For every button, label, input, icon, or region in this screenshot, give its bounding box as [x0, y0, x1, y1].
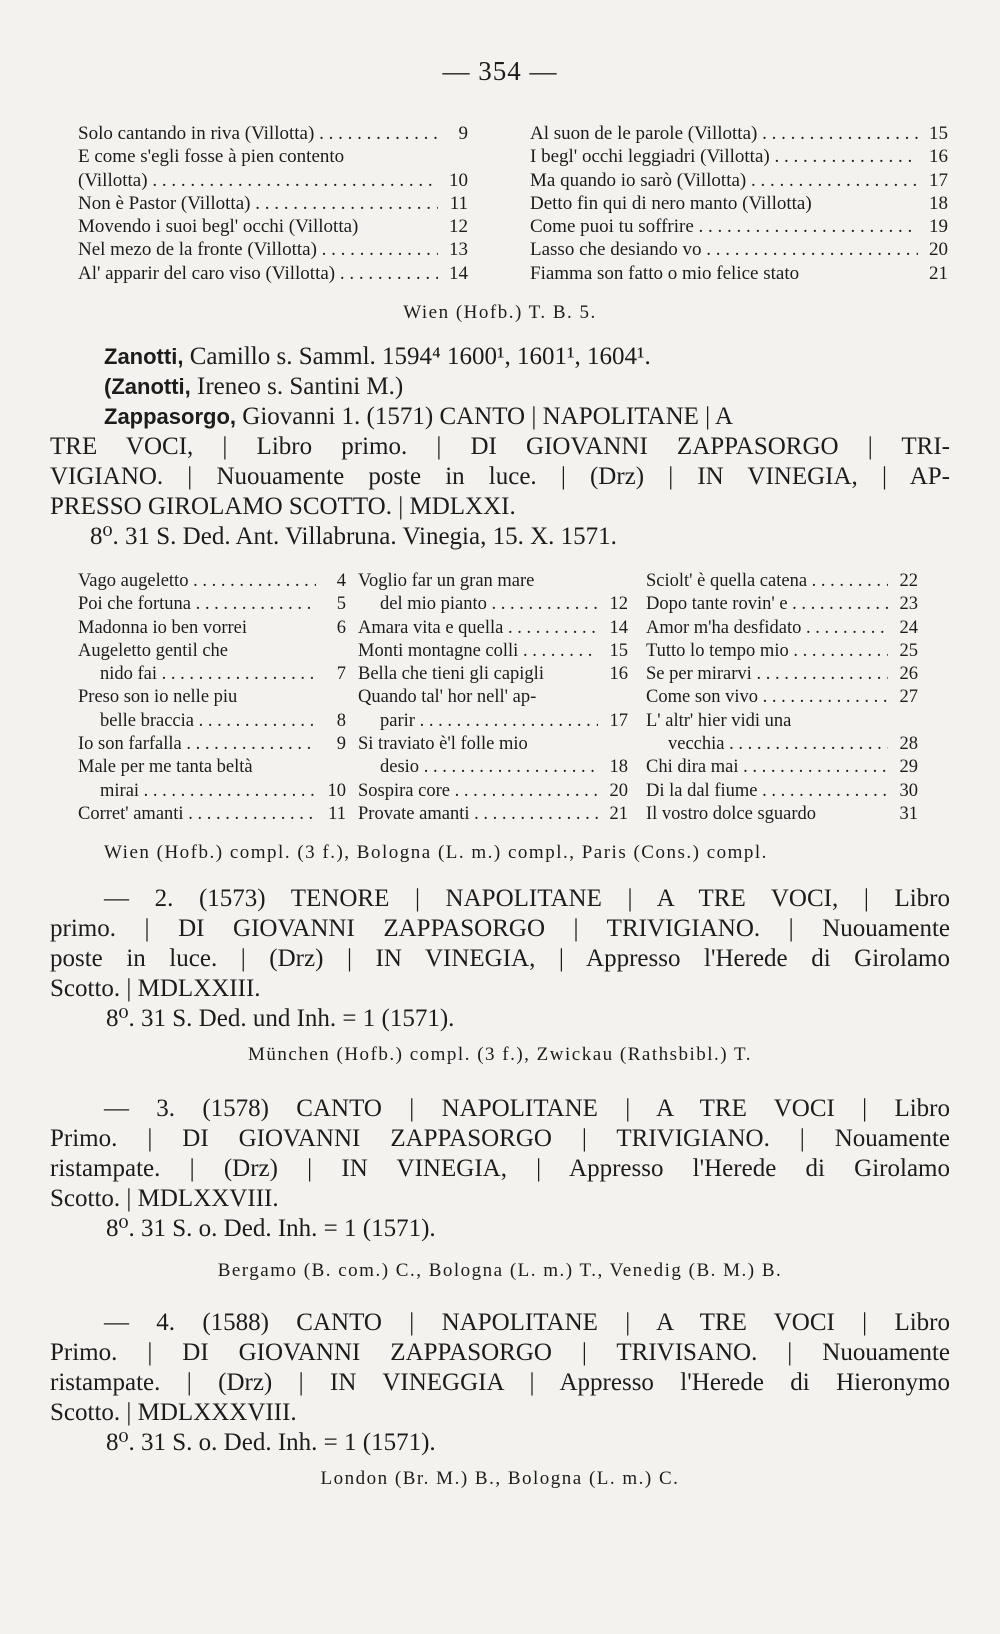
song-number: 12 — [449, 216, 468, 238]
song-title: Come puoi tu soffrire . . . — [530, 215, 918, 238]
index-row — [78, 756, 346, 779]
song-number — [888, 710, 918, 733]
song-title: vecchia . . . — [646, 733, 888, 756]
song-title: I begl' occhi leggiadri (Villotta) . . . — [530, 145, 918, 168]
library-location-3: München (Hofb.) compl. (3 f.), Zwickau (Rathsbibl.) T. — [247, 1044, 752, 1065]
song-title: Ma quando io sarò (Villotta) . . . — [530, 169, 918, 192]
song-number: 7 — [336, 664, 346, 685]
index-row — [530, 145, 948, 168]
entry-line: Primo. | DI GIOVANNI ZAPPASORGO | TRIVIGIANO. | Nouamente — [50, 1125, 950, 1152]
index-row — [646, 663, 918, 686]
song-number — [598, 733, 628, 756]
index-row — [78, 122, 468, 145]
index-row — [646, 570, 918, 593]
song-number: 23 — [899, 594, 918, 615]
index-row — [78, 686, 346, 709]
index-row — [78, 570, 346, 593]
song-title: parir . . . — [358, 710, 598, 733]
entry-line: Scotto. | MDLXXIII. — [50, 975, 261, 1002]
song-number: 15 — [929, 123, 948, 144]
index-row — [358, 617, 628, 640]
song-number: 16 — [929, 146, 948, 168]
song-number: 17 — [609, 710, 628, 731]
song-title: Come son vivo . . . — [646, 686, 888, 709]
index-row — [646, 617, 918, 640]
song-number — [316, 686, 346, 709]
song-title: Monti montagne colli . . . — [358, 640, 598, 663]
song-number: 15 — [609, 640, 628, 661]
song-title: Tutto lo tempo mio . . . — [646, 640, 888, 663]
song-number: 25 — [899, 640, 918, 661]
entry-line: Primo. | DI GIOVANNI ZAPPASORGO | TRIVISANO. | Nuouamente — [50, 1339, 950, 1366]
song-number: 20 — [609, 780, 628, 801]
song-title: Io son farfalla . . . — [78, 733, 316, 756]
song-index-1-left — [78, 122, 468, 285]
song-title: Provate amanti . . . — [358, 803, 598, 826]
entry-line: — 3. (1578) CANTO | NAPOLITANE | A TRE VOCI | Libro — [104, 1095, 950, 1122]
song-number: 17 — [929, 169, 948, 191]
index-row — [646, 733, 918, 756]
song-title: Amor m'ha desfidato . . . — [646, 617, 888, 640]
song-number: 31 — [899, 803, 918, 824]
song-title: Il vostro dolce sguardo — [646, 803, 817, 824]
song-number: 10 — [449, 169, 468, 191]
song-number: 16 — [609, 664, 628, 685]
song-number: 11 — [449, 192, 468, 214]
entry-name: Zanotti, — [104, 344, 184, 369]
song-number: 21 — [929, 262, 948, 284]
song-title: Se per mirarvi . . . — [646, 663, 888, 686]
song-number: 10 — [327, 780, 346, 801]
index-row — [530, 122, 948, 145]
index-row — [530, 192, 948, 215]
index-row — [358, 733, 628, 756]
edition-3 — [50, 1094, 950, 1244]
library-location-2: Wien (Hofb.) compl. (3 f.), Bologna (L. m.) compl., Paris (Cons.) compl. — [104, 842, 768, 863]
song-title: Di la dal fiume . . . — [646, 780, 888, 803]
song-number: 18 — [609, 757, 628, 778]
entry-line: ristampate. | (Drz) | IN VINEGGIA | Appresso l'Herede di Hieronymo — [50, 1369, 950, 1396]
song-title: Nel mezo de la fronte (Villotta) . . . — [78, 238, 438, 261]
index-row — [646, 710, 918, 733]
library-location-5: London (Br. M.) B., Bologna (L. m.) C. — [320, 1468, 680, 1489]
song-title: Voglio far un gran mare — [358, 571, 535, 591]
song-title: Lasso che desiando vo . . . — [530, 238, 918, 261]
song-title: Al' apparir del caro viso (Villotta) . . . — [78, 262, 438, 285]
song-title: Non è Pastor (Villotta) . . . — [78, 192, 438, 215]
entry-zanotti-ireneo — [104, 372, 403, 402]
entry-line: 8⁰. 31 S. Ded. und Inh. = 1 (1571). — [106, 1005, 455, 1032]
entry-line: TRE VOCI, | Libro primo. | DI GIOVANNI ZAPPASORGO | TRI- — [50, 433, 950, 460]
song-number — [598, 570, 628, 593]
index-row — [530, 169, 948, 192]
index-row — [358, 686, 628, 709]
song-title: Sospira core . . . — [358, 780, 598, 803]
index-row — [530, 238, 948, 261]
entry-line — [50, 402, 950, 432]
index-row — [358, 593, 628, 616]
index-row — [78, 710, 346, 733]
song-title: mirai . . . — [78, 780, 316, 803]
page-number: — 354 — — [442, 56, 558, 86]
song-number: 28 — [899, 734, 918, 755]
song-title: Madonna io ben vorrei — [78, 617, 248, 638]
song-number: 18 — [929, 192, 948, 214]
index-row — [78, 733, 346, 756]
song-title: Solo cantando in riva (Villotta) . . . — [78, 122, 438, 145]
entry-line: — 2. (1573) TENORE | NAPOLITANE | A TRE VOCI, | Libro — [104, 885, 950, 912]
entry-line: PRESSO GIROLAMO SCOTTO. | MDLXXI. — [50, 493, 516, 520]
index-row — [78, 640, 346, 663]
song-number: 4 — [336, 571, 346, 591]
song-title: L' altr' hier vidi una — [646, 710, 792, 731]
song-number — [438, 145, 468, 168]
index-row — [78, 262, 468, 285]
song-index-2-col-2 — [358, 570, 628, 826]
song-title: nido fai . . . — [78, 663, 316, 686]
song-number: 21 — [609, 803, 628, 824]
song-title: Fiamma son fatto o mio felice stato — [530, 262, 800, 284]
index-row — [78, 145, 468, 168]
entry-zanotti-camillo — [104, 342, 651, 372]
library-location-4: Bergamo (B. com.) C., Bologna (L. m.) T., Venedig (B. M.) B. — [217, 1260, 783, 1281]
song-number: 14 — [449, 262, 468, 284]
song-title: E come s'egli fosse à pien contento — [78, 146, 345, 168]
entry-line: Scotto. | MDLXXVIII. — [50, 1185, 279, 1212]
song-title: Preso son io nelle piu — [78, 687, 238, 708]
entry-text: Giovanni 1. (1571) CANTO | NAPOLITANE | A — [236, 403, 734, 430]
song-number: 30 — [899, 780, 918, 801]
song-number: 8 — [336, 710, 346, 731]
entry-name: Zappasorgo, — [104, 404, 237, 429]
song-number: 24 — [899, 617, 918, 638]
entry-line: Scotto. | MDLXXXVIII. — [50, 1399, 297, 1426]
song-title: del mio pianto . . . — [358, 593, 598, 616]
entry-text: Ireneo s. Santini M.) — [190, 373, 404, 400]
index-row — [358, 640, 628, 663]
index-row — [646, 686, 918, 709]
song-number: 29 — [899, 757, 918, 778]
song-title: desio . . . — [358, 756, 598, 779]
song-title: Quando tal' hor nell' ap- — [358, 687, 537, 708]
song-number — [316, 756, 346, 779]
entry-line: 8⁰. 31 S. o. Ded. Inh. = 1 (1571). — [106, 1429, 436, 1456]
song-number: 27 — [899, 687, 918, 708]
entry-line: 8⁰. 31 S. o. Ded. Inh. = 1 (1571). — [106, 1215, 436, 1242]
song-title: (Villotta) . . . — [78, 169, 438, 192]
index-row — [78, 192, 468, 215]
song-index-2-col-1 — [78, 570, 346, 826]
song-title: Corret' amanti . . . — [78, 803, 316, 826]
entry-zappasorgo — [50, 402, 950, 552]
index-row — [358, 803, 628, 826]
index-row — [358, 663, 628, 686]
song-number: 11 — [328, 803, 346, 824]
song-title: Chi dira mai . . . — [646, 756, 888, 779]
song-title: Vago augeletto . . . — [78, 570, 316, 593]
song-number — [316, 640, 346, 663]
entry-name: (Zanotti, — [104, 374, 191, 399]
song-index-1 — [78, 122, 948, 285]
index-row — [78, 663, 346, 686]
edition-2 — [50, 884, 950, 1034]
song-number: 12 — [609, 594, 628, 615]
song-title: Al suon de le parole (Villotta) . . . — [530, 122, 918, 145]
song-number: 26 — [899, 664, 918, 685]
song-title: Movendo i suoi begl' occhi (Villotta) — [78, 216, 359, 238]
index-row — [646, 803, 918, 826]
song-index-2-col-3 — [646, 570, 918, 826]
song-number: 19 — [929, 216, 948, 238]
index-row — [78, 780, 346, 803]
index-row — [646, 780, 918, 803]
song-number: 13 — [449, 239, 468, 261]
index-row — [78, 215, 468, 238]
song-title: Si traviato è'l folle mio — [358, 734, 528, 755]
song-number: 9 — [336, 734, 346, 755]
edition-4 — [50, 1308, 950, 1458]
song-title: Amara vita e quella . . . — [358, 617, 598, 640]
library-location-1: Wien (Hofb.) T. B. 5. — [403, 302, 597, 323]
song-number: 6 — [336, 617, 346, 638]
song-title: Poi che fortuna . . . — [78, 593, 316, 616]
entry-line: poste in luce. | (Drz) | IN VINEGIA, | Appresso l'Herede di Girolamo — [50, 945, 950, 972]
index-row — [358, 570, 628, 593]
song-number — [598, 686, 628, 709]
entry-line: — 4. (1588) CANTO | NAPOLITANE | A TRE VOCI | Libro — [104, 1309, 950, 1336]
song-title: Male per me tanta beltà — [78, 757, 253, 778]
index-row — [78, 803, 346, 826]
song-title: Sciolt' è quella catena . . . — [646, 570, 888, 593]
index-row — [646, 756, 918, 779]
entry-line: VIGIANO. | Nuouamente poste in luce. | (Drz) | IN VINEGIA, | AP- — [50, 463, 950, 490]
song-title: Bella che tieni gli capigli — [358, 664, 544, 685]
song-index-2 — [78, 570, 948, 826]
entry-line: ristampate. | (Drz) | IN VINEGIA, | Appresso l'Herede di Girolamo — [50, 1155, 950, 1182]
song-number: 14 — [609, 617, 628, 638]
index-row — [78, 593, 346, 616]
index-row — [78, 238, 468, 261]
index-row — [530, 215, 948, 238]
entry-text: Camillo s. Samml. 1594⁴ 1600¹, 1601¹, 1604¹. — [183, 343, 651, 370]
index-row — [646, 593, 918, 616]
entry-line: 8⁰. 31 S. Ded. Ant. Villabruna. Vinegia, 15. X. 1571. — [90, 523, 617, 550]
song-number: 20 — [929, 239, 948, 261]
entry-line: primo. | DI GIOVANNI ZAPPASORGO | TRIVIGIANO. | Nuouamente — [50, 915, 950, 942]
song-number: 9 — [458, 123, 468, 144]
song-title: Detto fin qui di nero manto (Villotta) — [530, 192, 812, 214]
song-title: Augeletto gentil che — [78, 640, 229, 661]
song-title: Dopo tante rovin' e . . . — [646, 593, 888, 616]
song-number: 22 — [899, 571, 918, 591]
index-row — [78, 617, 346, 640]
index-row — [530, 262, 948, 285]
index-row — [358, 710, 628, 733]
song-index-1-right — [530, 122, 948, 285]
song-title: belle braccia . . . — [78, 710, 316, 733]
index-row — [358, 780, 628, 803]
index-row — [78, 169, 468, 192]
index-row — [646, 640, 918, 663]
song-number: 5 — [336, 594, 346, 615]
index-row — [358, 756, 628, 779]
